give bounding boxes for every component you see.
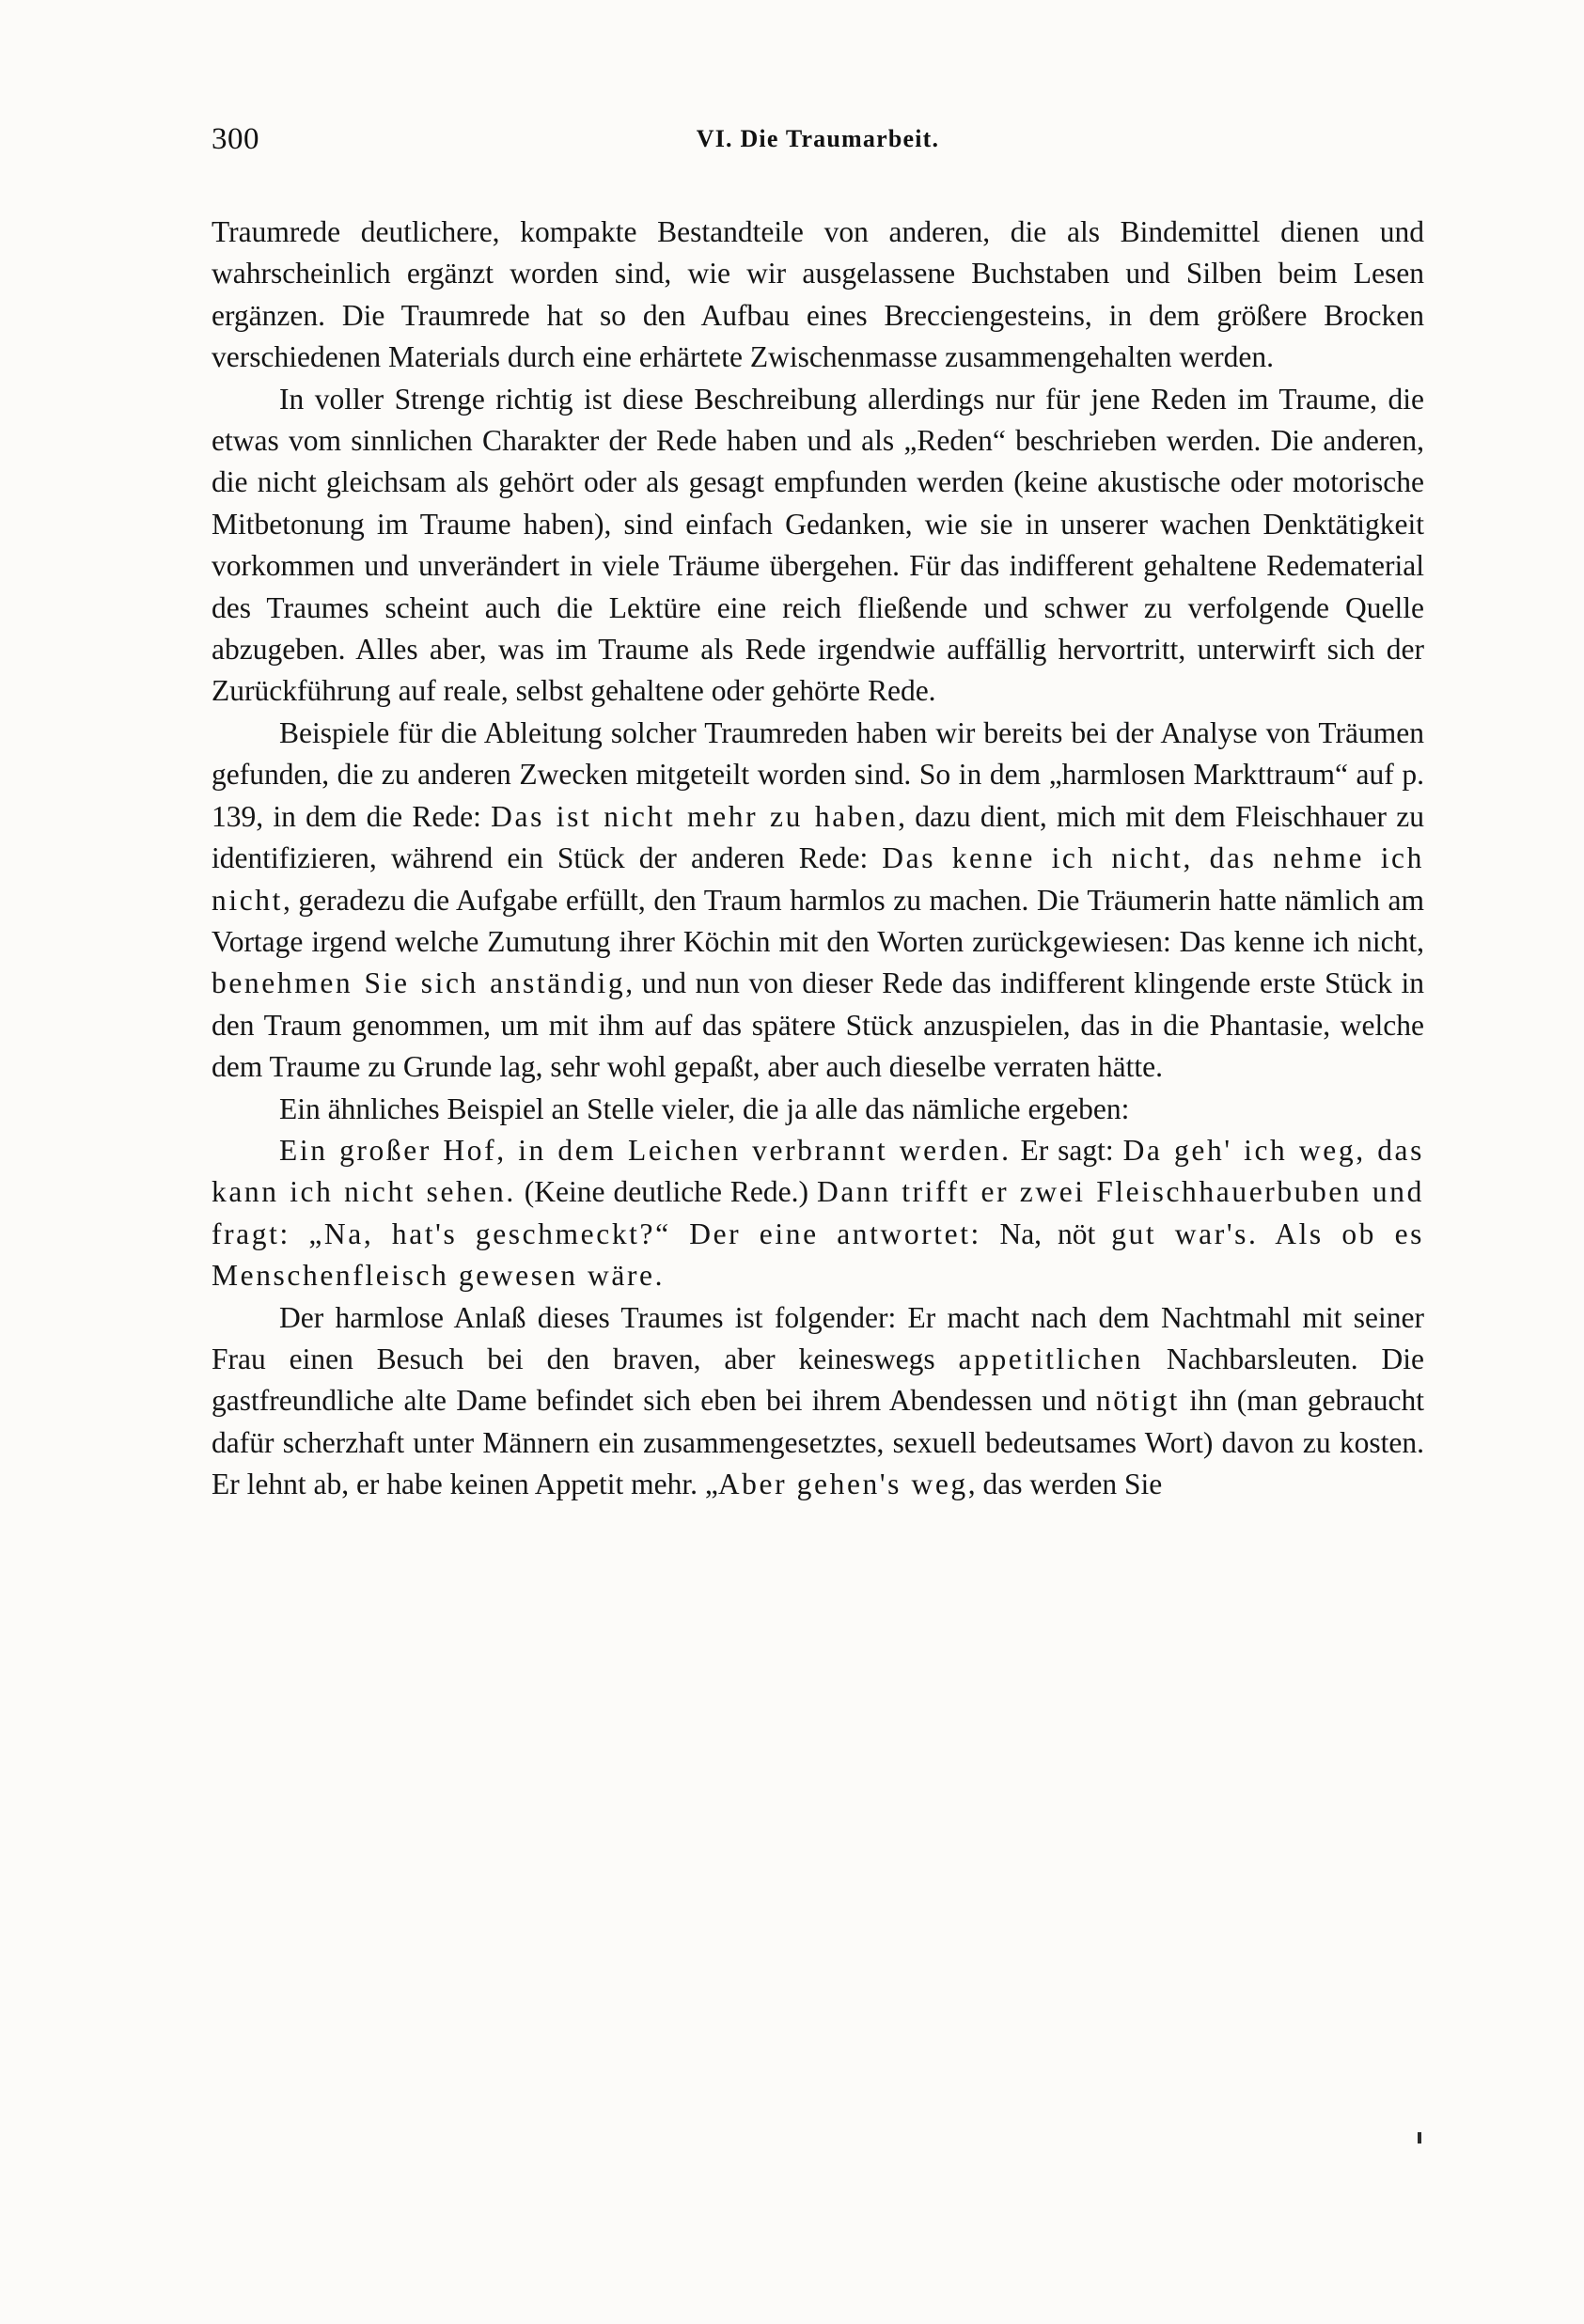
print-mark <box>1418 2132 1421 2143</box>
body-text-run: ihn (man gebraucht dafür scherzhaft unter Männern ein zusammengesetztes, sexuell bedeutsames Wort) davon zu kosten. Er lehnt ab, er habe keinen Appetit mehr. „ <box>212 1384 1424 1501</box>
body-text-run: , geradezu die Aufgabe erfüllt, den Traum harmlos zu machen. Die Träumerin hatte nämlich am Vortage irgend welche Zumutung ihrer Köchin mit den Worten zurückgewiesen: Das kenne ich nicht, <box>212 883 1424 958</box>
body-text-run: Beispiele für die Ableitung solcher Traumreden haben wir bereits bei der Analyse von Träumen gefunden, die zu anderen Zwecken mitgeteilt worden sind. So in dem „harmlosen Markttraum“ auf p. 139, in dem die Rede: <box>212 715 1424 833</box>
body-text-run: , das werden Sie <box>967 1468 1163 1501</box>
running-head: VI. Die Traumarbeit. <box>696 125 940 152</box>
paragraph-4: Ein ähnliches Beispiel an Stelle vieler, die ja alle das nämliche ergeben: <box>279 1091 1130 1125</box>
emphasized-text: Da geh' ich weg, das kann ich nicht sehen. <box>212 1133 1425 1209</box>
body-text-run: , und nun von dieser Rede das indifferent klingende erste Stück in den Traum genommen, um mit ihm auf das spätere Stück anzuspielen, das in die Phantasie, welche dem Traume zu Grunde lag, sehr wohl gepaßt, aber auch dieselbe verraten hätte. <box>212 966 1424 1084</box>
paragraph-5 <box>212 1130 1424 1297</box>
page-number: 300 <box>212 122 259 156</box>
paragraph-1: Traumrede deutlichere, kompakte Bestandteile von anderen, die als Bindemittel dienen und wahrscheinlich ergänzt worden sind, wie wir ausgelassene Buchstaben und Silben beim Lesen ergänzen. Die Traumrede hat so den Aufbau eines Brecciengesteins, in dem größere Brocken verschiedenen Materials durch eine erhärtete Zwischenmasse zusammengehalten werden. <box>212 215 1424 374</box>
emphasized-text: benehmen Sie sich anständig <box>212 966 626 1000</box>
paragraph-6 <box>212 1297 1424 1506</box>
body-text-run: Na, nöt <box>999 1217 1112 1250</box>
paragraph-2: In voller Strenge richtig ist diese Beschreibung allerdings nur für jene Reden im Traume, die etwas vom sinnlichen Charakter der Rede haben und als „Reden“ beschrieben werden. Die anderen, die nicht gleichsam als gehört oder als gesagt empfunden werden (keine akustische oder motorische Mitbetonung im Traume haben), sind einfach Gedanken, wie sie in unserer wachen Denktätigkeit vorkommen und unverändert in viele Träume übergehen. Für das indifferent gehaltene Redematerial des Traumes scheint auch die Lektüre eine reich fließende und schwer zu verfolgende Quelle abzugeben. Alles aber, was im Traume als Rede irgendwie auffällig hervortritt, unterwirft sich der Zurückführung auf reale, selbst gehaltene oder gehörte Rede. <box>212 382 1424 708</box>
emphasized-text: Ein großer Hof, in dem Leichen verbrannt werden. <box>279 1133 1012 1167</box>
body-text-run: Nachbarsleuten. Die gastfreundliche alte Dame befindet sich eben bei ihrem Abendessen und <box>212 1342 1424 1418</box>
emphasized-text: nötigt <box>1095 1384 1180 1418</box>
body-text-run: Er sagt: <box>1011 1133 1123 1167</box>
emphasized-text: Aber gehen's weg <box>717 1468 968 1501</box>
page-body <box>212 212 1424 1506</box>
emphasized-text: Das kenne ich nicht, das nehme ich nicht <box>212 841 1424 917</box>
body-text-run: Der harmlose Anlaß dieses Traumes ist folgender: Er macht nach dem Nachtmahl mit seiner Frau einen Besuch bei den braven, aber keineswegs <box>212 1300 1424 1375</box>
emphasized-text: gut war's. Als ob es Menschenfleisch gewesen wäre. <box>212 1217 1425 1293</box>
emphasized-text: appetitlichen <box>958 1342 1144 1375</box>
emphasized-text: Das ist nicht mehr zu haben <box>491 799 899 833</box>
body-text-run: (Keine deutliche Rede.) <box>515 1175 817 1209</box>
page-header <box>212 122 1424 160</box>
body-text-run: , dazu dient, mich mit dem Fleischhauer zu identifizieren, während ein Stück der anderen Rede: <box>212 799 1424 875</box>
paragraph-3 <box>212 713 1424 1089</box>
emphasized-text: Dann trifft er zwei Fleischhauerbuben und fragt: „Na, hat's geschmeckt?“ Der eine antwortet: <box>212 1175 1424 1250</box>
